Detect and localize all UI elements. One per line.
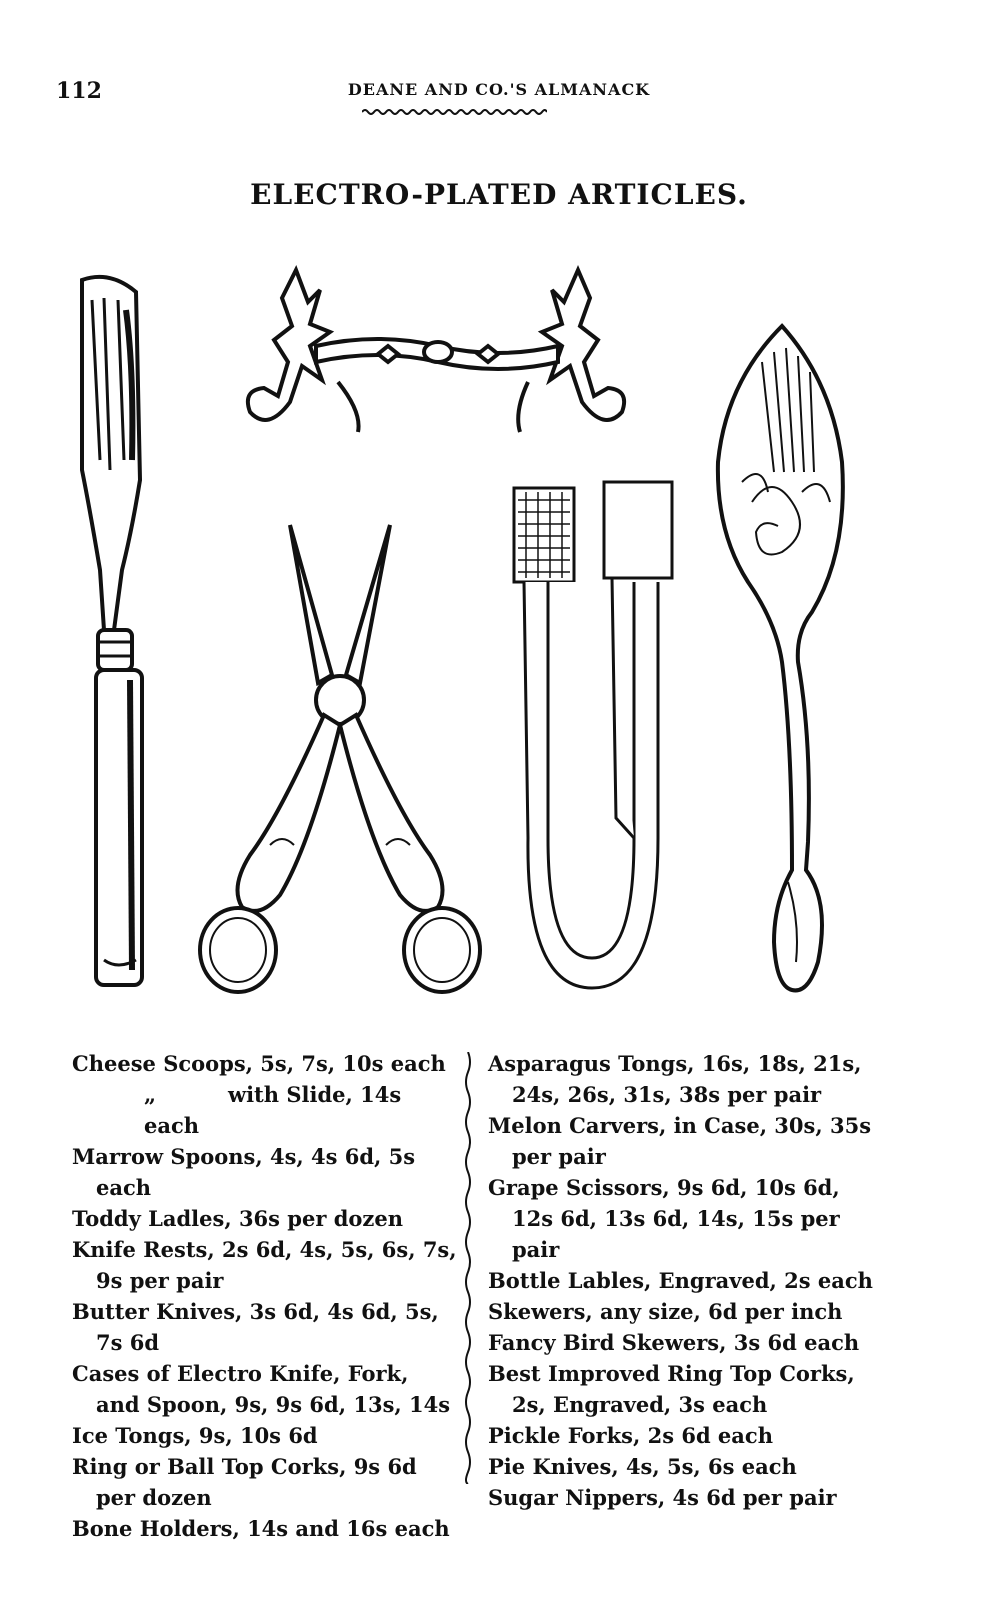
fish-server-illustration [712, 322, 852, 994]
list-item: Pie Knives, 4s, 5s, 6s each [488, 1454, 797, 1479]
list-item: Marrow Spoons, 4s, 4s 6d, 5s each [72, 1144, 416, 1200]
list-item: Ice Tongs, 9s, 10s 6d [72, 1423, 318, 1448]
list-item: Butter Knives, 3s 6d, 4s 6d, 5s, 7s 6d [72, 1299, 439, 1355]
knife-rest-illustration [238, 262, 638, 452]
running-title: DEANE AND CO.'S ALMANACK [347, 80, 651, 99]
decorative-rule [362, 108, 547, 116]
ditto-mark: „ [144, 1082, 157, 1107]
grape-scissors-illustration [190, 515, 490, 995]
list-item: Knife Rests, 2s 6d, 4s, 5s, 6s, 7s, 9s per pair [72, 1237, 457, 1293]
list-item: Grape Scissors, 9s 6d, 10s 6d, 12s 6d, 13s 6d, 14s, 15s per pair [488, 1175, 840, 1262]
page-title: ELECTRO-PLATED ARTICLES. [250, 178, 748, 211]
list-item: Cases of Electro Knife, Fork, and Spoon, 9s, 9s 6d, 13s, 14s [72, 1361, 451, 1417]
list-item: Toddy Ladles, 36s per dozen [72, 1206, 403, 1231]
list-item: Asparagus Tongs, 16s, 18s, 21s, 24s, 26s, 31s, 38s per pair [488, 1051, 862, 1107]
list-item-text: with Slide, 14s each [144, 1082, 402, 1138]
list-item: Bottle Lables, Engraved, 2s each [488, 1268, 873, 1293]
list-item: Sugar Nippers, 4s 6d per pair [488, 1485, 837, 1510]
list-item: Best Improved Ring Top Corks, 2s, Engraved, 3s each [488, 1361, 855, 1417]
list-item: Fancy Bird Skewers, 3s 6d each [488, 1330, 860, 1355]
list-item: Skewers, any size, 6d per inch [488, 1299, 843, 1324]
cheese-scoop-illustration [70, 270, 170, 995]
column-divider [464, 1052, 472, 1484]
list-item: Bone Holders, 14s and 16s each [72, 1516, 450, 1541]
left-price-column [72, 1048, 457, 1544]
list-item: Cheese Scoops, 5s, 7s, 10s each [72, 1051, 446, 1076]
asparagus-tongs-illustration [508, 478, 678, 996]
list-item: Ring or Ball Top Corks, 9s 6d per dozen [72, 1454, 417, 1510]
page-header [0, 78, 998, 118]
right-price-column [488, 1048, 888, 1513]
list-item: Melon Carvers, in Case, 30s, 35s per pair [488, 1113, 872, 1169]
list-item [72, 1079, 457, 1141]
list-item: Pickle Forks, 2s 6d each [488, 1423, 773, 1448]
page-number: 112 [56, 78, 102, 104]
